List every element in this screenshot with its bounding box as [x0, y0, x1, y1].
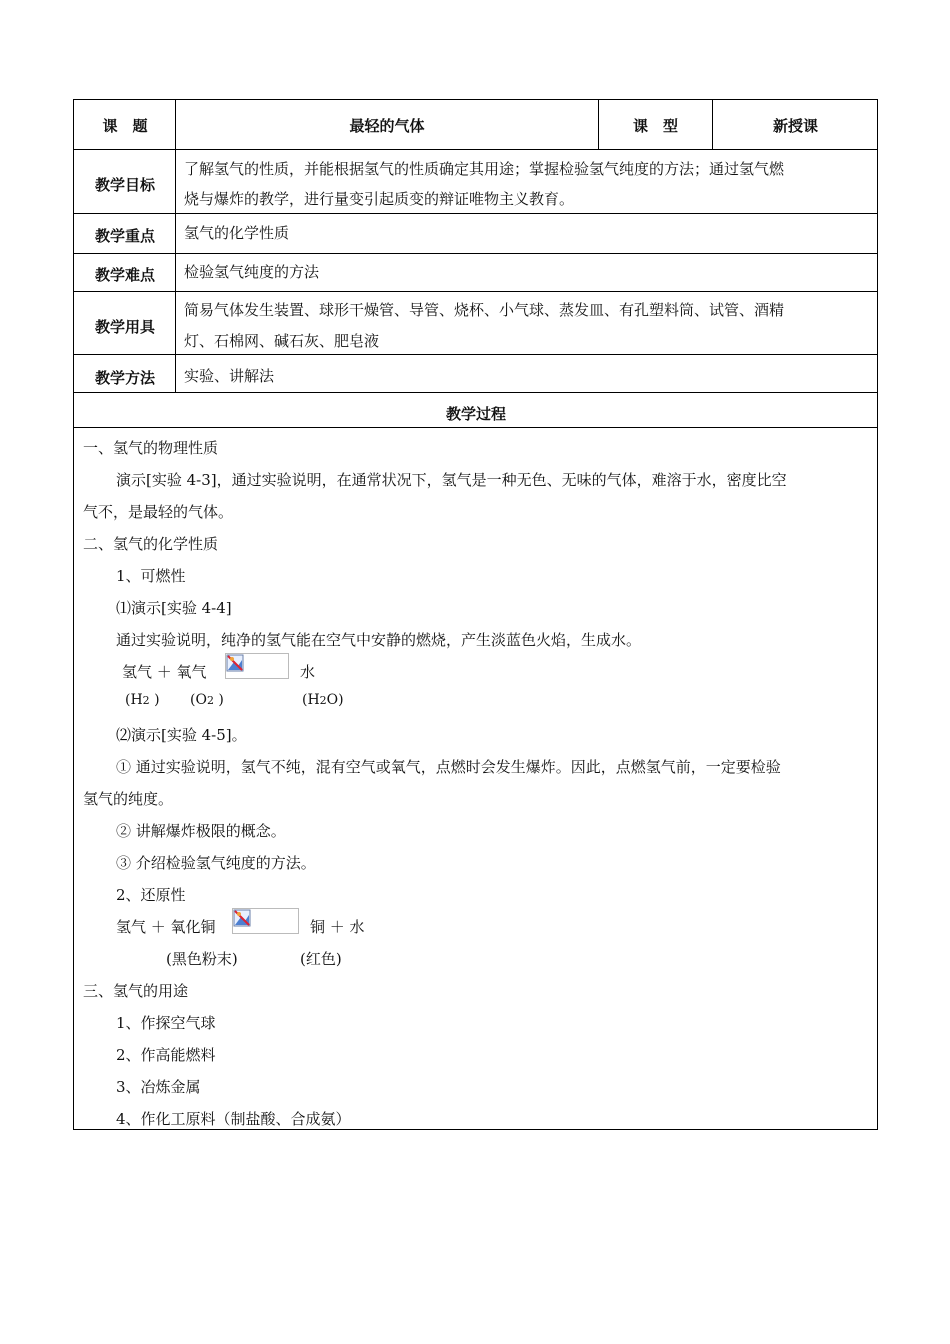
difficulty-label: 教学难点: [94, 266, 155, 284]
goal-label: 教学目标: [94, 176, 155, 194]
list-item: 1、作探空气球: [116, 1014, 216, 1032]
focus-value: 氢气的化学性质: [184, 224, 290, 242]
paragraph-line: 通过实验说明，纯净的氢气能在空气中安静的燃烧，产生淡蓝色火焰，生成水。: [116, 631, 642, 649]
method-value: 实验、讲解法: [184, 367, 275, 385]
row-divider: [74, 149, 877, 150]
broken-image-icon: [233, 909, 251, 927]
reaction-condition-image: [225, 653, 289, 679]
formula-h2: (H2 ): [125, 692, 160, 708]
goal-line-2: 烧与爆炸的教学，进行量变引起质变的辩证唯物主义教育。: [184, 190, 575, 208]
list-item: 2、作高能燃料: [116, 1046, 216, 1064]
equation-right: 水: [300, 663, 316, 681]
subsection-heading: 1、可燃性: [116, 567, 186, 585]
equation-note: (红色): [300, 950, 342, 968]
row-divider: [74, 392, 877, 393]
section-1-heading: 一、氢气的物理性质: [83, 439, 219, 457]
tools-line-1: 简易气体发生装置、球形干燥管、导管、烧杯、小气球、蒸发皿、有孔塑料筒、试管、酒精: [184, 301, 785, 319]
equation-left: 氢气 ＋ 氧气: [122, 663, 207, 681]
paragraph-line: 氢气的纯度。: [83, 790, 174, 808]
list-item: 4、作化工原料（制盐酸、合成氨）: [116, 1110, 351, 1128]
formula-h2o: (H2O): [302, 692, 344, 708]
topic-label: 课 题: [102, 117, 148, 135]
process-title: 教学过程: [445, 405, 506, 423]
method-label: 教学方法: [94, 369, 155, 387]
paragraph-line: ① 通过实验说明，氢气不纯，混有空气或氧气，点燃时会发生爆炸。因此，点燃氢气前，一定要检验: [116, 758, 781, 776]
formula-o2: (O2 ): [190, 692, 224, 708]
paragraph-line: 气不，是最轻的气体。: [83, 503, 234, 521]
focus-label: 教学重点: [94, 227, 155, 245]
equation-note: (黑色粉末): [166, 950, 238, 968]
difficulty-value: 检验氢气纯度的方法: [184, 263, 320, 281]
row-divider: [74, 253, 877, 254]
list-item: ⑵演示[实验 4-5]。: [116, 726, 247, 744]
subsection-heading: 2、还原性: [116, 886, 186, 904]
tools-line-2: 灯、石棉网、碱石灰、肥皂液: [184, 332, 380, 350]
row-divider: [74, 291, 877, 292]
paragraph-line: 演示[实验 4-3]，通过实验说明，在通常状况下，氢气是一种无色、无味的气体，难溶于水，密度比空: [116, 471, 787, 489]
list-item: ③ 介绍检验氢气纯度的方法。: [116, 854, 316, 872]
row-divider: [74, 427, 877, 428]
type-label: 课 型: [632, 117, 678, 135]
col-divider: [175, 100, 176, 392]
equation-right: 铜 ＋ 水: [310, 918, 365, 936]
section-3-heading: 三、氢气的用途: [83, 982, 189, 1000]
tools-label: 教学用具: [94, 318, 155, 336]
goal-line-1: 了解氢气的性质，并能根据氢气的性质确定其用途；掌握检验氢气纯度的方法；通过氢气燃: [184, 160, 785, 178]
topic-value: 最轻的气体: [349, 117, 425, 135]
equation-left: 氢气 ＋ 氧化铜: [116, 918, 216, 936]
list-item: 3、冶炼金属: [116, 1078, 201, 1096]
section-2-heading: 二、氢气的化学性质: [83, 535, 219, 553]
type-value: 新授课: [772, 117, 818, 135]
reaction-condition-image: [232, 908, 299, 934]
broken-image-icon: [226, 654, 244, 672]
list-item: ② 讲解爆炸极限的概念。: [116, 822, 286, 840]
list-item: ⑴演示[实验 4-4]: [116, 599, 232, 617]
